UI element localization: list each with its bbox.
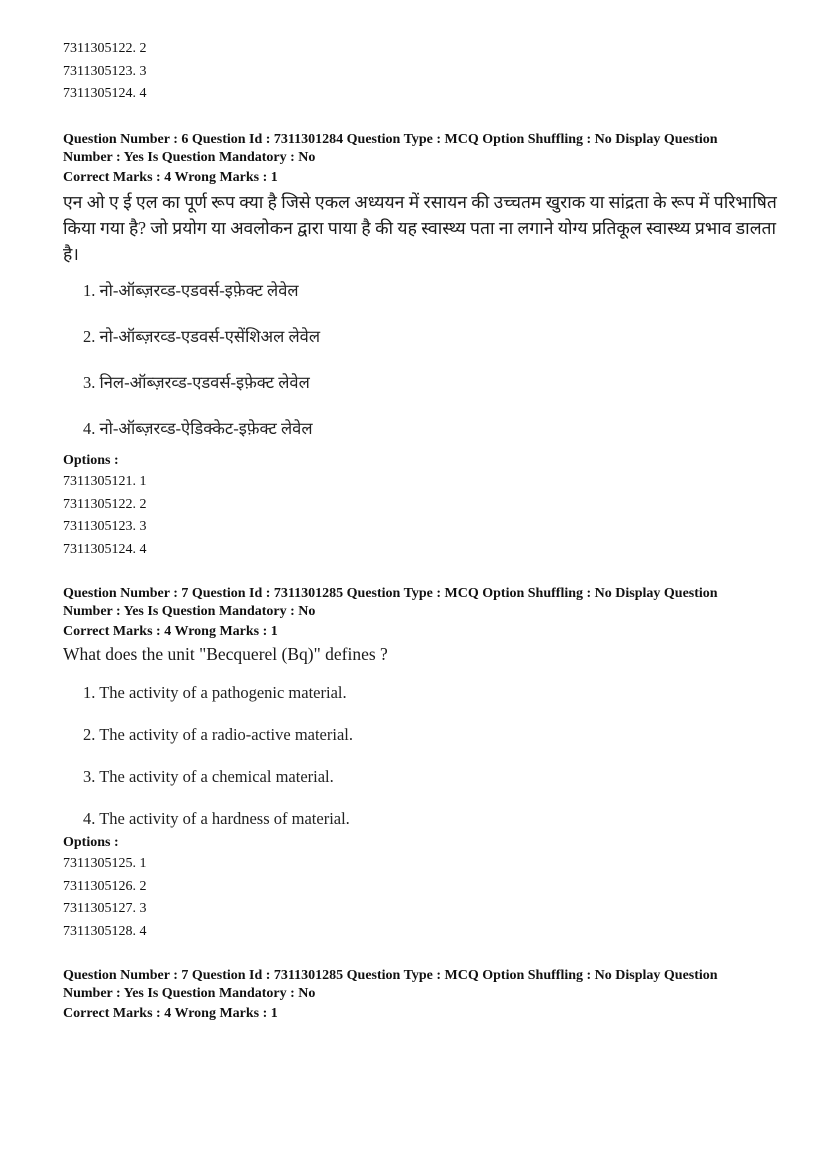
marks-line: Correct Marks : 4 Wrong Marks : 1	[63, 1006, 278, 1021]
option-line: 7311305126. 2	[63, 878, 147, 894]
previous-options-list	[63, 38, 783, 106]
option-line: 7311305124. 4	[63, 541, 147, 557]
option-line: 7311305122. 2	[63, 496, 147, 512]
option-line: 7311305125. 1	[63, 856, 147, 871]
question-7	[63, 585, 783, 833]
option-line: 7311305124. 4	[63, 86, 147, 101]
question-7-options	[63, 833, 783, 943]
choice-4: 4. The activity of a hardness of material.	[83, 809, 350, 828]
options-label: Options :	[63, 453, 119, 468]
choice-1: 1. The activity of a pathogenic material.	[83, 683, 347, 702]
option-line: 7311305123. 3	[63, 519, 147, 534]
choice-2: 2. The activity of a radio-active material.	[83, 725, 353, 744]
option-line: 7311305127. 3	[63, 901, 147, 916]
choice-1: 1. नो-ऑब्ज़रव्ड-एडवर्स-इफ़ेक्ट लेवेल	[83, 281, 299, 300]
option-line: 7311305123. 3	[63, 63, 147, 79]
question-text: What does the unit "Becquerel (Bq)" defines ?	[63, 644, 388, 664]
marks-line: Correct Marks : 4 Wrong Marks : 1	[63, 170, 278, 185]
question-text: एन ओ ए ई एल का पूर्ण रूप क्या है जिसे एकल अध्ययन में रसायन की उच्चतम खुराक या सांद्रता के रूप में परिभाषित किया गया है? जो प्रयोग या अवलोकन द्वारा पाया है की यह स्वास्थ्य पता ना लगाने योग्य प्रतिकूल स्वास्थ्य प्रभाव डालता है।	[63, 192, 777, 264]
question-6	[63, 131, 783, 445]
choice-2: 2. नो-ऑब्ज़रव्ड-एडवर्स-एसेंशिअल लेवेल	[83, 327, 321, 346]
marks-line: Correct Marks : 4 Wrong Marks : 1	[63, 624, 278, 639]
question-6-options	[63, 451, 783, 561]
question-header-cont: Number : Yes Is Question Mandatory : No	[63, 604, 316, 619]
question-header: Question Number : 7 Question Id : 7311301285 Question Type : MCQ Option Shuffling : No Display Question	[63, 968, 718, 983]
question-header: Question Number : 6 Question Id : 7311301284 Question Type : MCQ Option Shuffling : No Display Question	[63, 132, 718, 147]
question-header-cont: Number : Yes Is Question Mandatory : No	[63, 150, 316, 165]
option-line: 7311305128. 4	[63, 923, 147, 939]
question-header: Question Number : 7 Question Id : 7311301285 Question Type : MCQ Option Shuffling : No Display Question	[63, 586, 718, 601]
options-label: Options :	[63, 835, 119, 850]
option-line: 7311305122. 2	[63, 41, 147, 56]
choice-4: 4. नो-ऑब्ज़रव्ड-ऐडिक्केट-इफ़ेक्ट लेवेल	[83, 419, 313, 438]
choice-3: 3. The activity of a chemical material.	[83, 767, 334, 786]
choice-3: 3. निल-ऑब्ज़रव्ड-एडवर्स-इफ़ेक्ट लेवेल	[83, 373, 310, 392]
question-header-cont: Number : Yes Is Question Mandatory : No	[63, 986, 316, 1001]
option-line: 7311305121. 1	[63, 474, 147, 489]
question-7-repeat	[63, 967, 783, 1023]
